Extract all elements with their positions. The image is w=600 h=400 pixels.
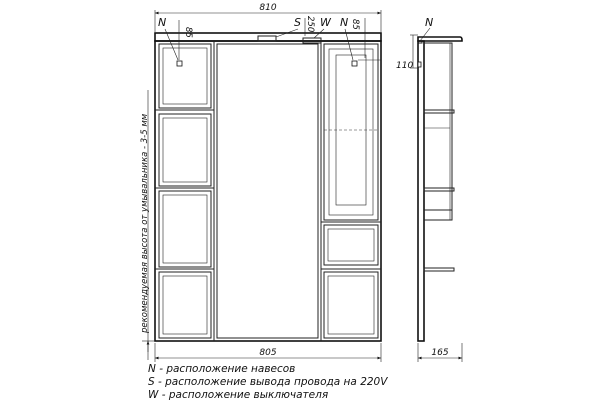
- hanger-right-marker: [340, 16, 381, 60]
- side-view: [418, 37, 462, 341]
- hanger-right-icon: [352, 61, 357, 66]
- left-panel-4: [159, 272, 211, 338]
- front-view: [155, 33, 381, 341]
- center-mirror: [217, 44, 318, 338]
- switch-marker: [314, 16, 332, 38]
- left-panel-2: [159, 114, 211, 186]
- legend-item-n: N - расположение навесов: [148, 363, 296, 375]
- hanger-left-icon: [177, 61, 182, 66]
- side-back-panel: [418, 41, 424, 341]
- wire-marker: [276, 16, 315, 37]
- legend-item-s: S - расположение вывода провода на 220V: [148, 376, 388, 388]
- marker-n-side: N: [425, 16, 434, 29]
- right-drawer: [324, 225, 378, 265]
- left-panel-3: [159, 191, 211, 267]
- height-recommendation: [140, 90, 155, 360]
- right-bottom-door: [324, 272, 378, 338]
- marker-w: W: [320, 16, 331, 29]
- left-panel-1: [159, 44, 211, 108]
- bottom-width-dimension: [155, 343, 381, 362]
- bottom-width-label: 805: [259, 348, 277, 358]
- legend: [148, 363, 388, 400]
- wire-offset-label: 250: [305, 16, 315, 33]
- marker-n-left: N: [158, 16, 167, 29]
- side-depth-label: 165: [431, 348, 449, 358]
- left-column-panels: [155, 44, 214, 338]
- right-glass-door: [324, 44, 378, 220]
- hanger-left-offset-label: 85: [183, 27, 193, 38]
- legend-item-w: W - расположение выключателя: [148, 389, 329, 400]
- side-shelf-height-label: 110: [396, 61, 414, 71]
- height-recommendation-text: рекомендуемая высота от умывальника - 3-5 мм: [140, 113, 150, 333]
- top-width-label: 810: [259, 3, 277, 13]
- marker-n-right: N: [340, 16, 349, 29]
- marker-s: S: [294, 16, 301, 29]
- hanger-right-offset-label: 85: [350, 19, 360, 30]
- right-column: [321, 44, 381, 338]
- side-depth-dimension: [418, 343, 462, 362]
- side-shelf-dimension: [396, 35, 418, 71]
